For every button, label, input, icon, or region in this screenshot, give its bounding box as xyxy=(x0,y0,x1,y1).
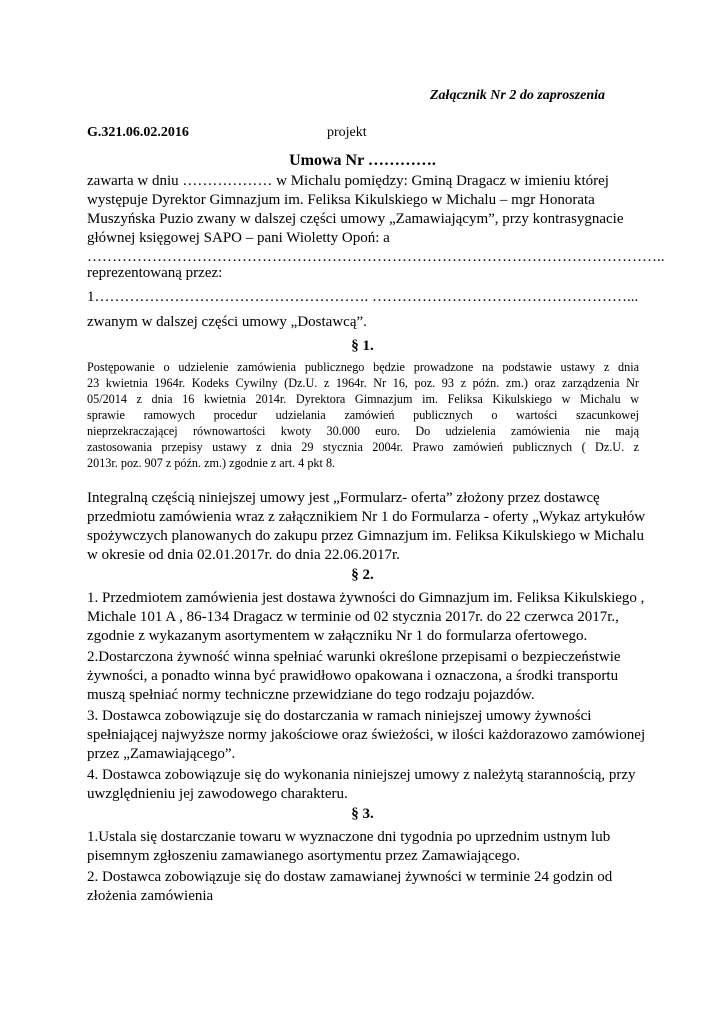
section-3-paragraph-1: 1.Ustala się dostarczanie towaru w wyznaczone dni tygodnia po uprzednim ustnym lub xyxy=(87,829,611,845)
legal-basis-line: 05/2014 z dnia 16 kwietnia 2014r. Dyrektora Gimnazjum im. Feliksa Kikulskiego w Michalu w xyxy=(87,392,639,406)
legal-basis-line: zastosowania przepisy ustawy z dnia 29 stycznia 2004r. Prawo zamówień publicznych ( Dz.U. z xyxy=(87,440,639,454)
section-3-paragraph-1: pisemnym zgłoszeniu zamawianego asortymentu przez Zamawiającego. xyxy=(87,848,521,864)
section-2-paragraph-3: spełniającej najwyższe normy jakościowe oraz świeżości, w ilości każdorazowo zamówionej xyxy=(87,727,646,743)
legal-basis-line: 23 kwietnia 1964r. Kodeks Cywilny (Dz.U. z 1964r. Nr 16, poz. 93 z późn. zm.) oraz zarządzenia Nr xyxy=(87,376,639,390)
representative-line: 1………………………………………………. ……………………………………………... xyxy=(87,289,639,305)
section-3-paragraph-2: złożenia zamówienia xyxy=(87,888,214,904)
draft-label: projekt xyxy=(327,125,367,140)
section-2-paragraph-2: muszą spełniać normy techniczne przewidziane do tego rodzaju pojazdów. xyxy=(87,687,535,703)
section-2-paragraph-4: uwzględnieniu jej zawodowego charakteru. xyxy=(87,786,348,802)
integral-part-line: Integralną częścią niniejszej umowy jest „Formularz- oferta” złożony przez dostawcę xyxy=(87,490,600,506)
attachment-label: Załącznik Nr 2 do zaproszenia xyxy=(430,88,606,103)
section-3-paragraph-2: 2. Dostawca zobowiązuje się do dostaw zamawianej żywności w terminie 24 godzin od xyxy=(87,869,613,885)
contract-title: Umowa Nr …………. xyxy=(289,152,436,169)
intro-line: Muszyńska Puzio zwany w dalszej części umowy „Zamawiającym”, przy kontrasygnacie xyxy=(87,211,624,227)
intro-line: zawarta w dniu ……………… w Michalu pomiędzy: Gminą Dragacz w imieniu której xyxy=(87,173,609,189)
section-2-paragraph-3: 3. Dostawca zobowiązuje się do dostarczania w ramach niniejszej umowy żywności xyxy=(87,708,592,724)
section-3-heading: § 3. xyxy=(351,806,374,822)
reference-number: G.321.06.02.2016 xyxy=(87,125,189,140)
section-2-paragraph-2: 2.Dostarczona żywność winna spełniać warunki określone przepisami o bezpieczeństwie xyxy=(87,649,621,665)
dotted-line: …………………………………………………………………………………………………….. xyxy=(87,249,665,265)
section-2-paragraph-2: żywności, a ponadto winna być prawidłowo opakowana i oznaczona, a środki transportu xyxy=(87,668,619,684)
supplier-definition: zwanym w dalszej części umowy „Dostawcą”. xyxy=(87,314,367,330)
intro-line: występuje Dyrektor Gimnazjum im. Feliksa Kikulskiego w Michalu – mgr Honorata xyxy=(87,192,595,208)
integral-part-line: w okresie od dnia 02.01.2017r. do dnia 22.06.2017r. xyxy=(87,547,400,563)
section-2-paragraph-4: 4. Dostawca zobowiązuje się do wykonania niniejszej umowy z należytą starannością, przy xyxy=(87,767,636,783)
intro-line: głównej księgowej SAPO – pani Wioletty Opoń: a xyxy=(87,230,390,246)
section-2-heading: § 2. xyxy=(351,567,374,583)
integral-part-line: przedmiotu zamówienia wraz z załącznikiem Nr 1 do Formularza - oferty „Wykaz artykułów xyxy=(87,509,646,525)
section-2-paragraph-1: zgodnie z wykazanym asortymentem w załączniku Nr 1 do formularza ofertowego. xyxy=(87,628,588,644)
section-2-paragraph-1: Michale 101 A , 86-134 Dragacz w terminie od 02 stycznia 2017r. do 22 czerwca 2017r., xyxy=(87,609,619,625)
integral-part-line: spożywczych planowanych do zakupu przez Gimnazjum im. Feliksa Kikulskiego w Michalu xyxy=(87,528,644,544)
legal-basis-line: 2013r. poz. 907 z późn. zm.) zgodnie z art. 4 pkt 8. xyxy=(87,456,336,470)
legal-basis-line: Postępowanie o udzielenie zamówienia publicznego będzie prowadzone na podstawie ustawy z dnia xyxy=(87,360,639,374)
section-2-paragraph-1: 1. Przedmiotem zamówienia jest dostawa żywności do Gimnazjum im. Feliksa Kikulskiego , xyxy=(87,590,645,606)
legal-basis-line: nieprzekraczającej równowartości kwoty 30.000 euro. Do udzielenia zamówienia nie mają xyxy=(87,424,639,438)
represented-label: reprezentowaną przez: xyxy=(87,265,223,281)
section-2-paragraph-3: przez „Zamawiającego”. xyxy=(87,746,236,762)
section-1-heading: § 1. xyxy=(351,338,374,354)
legal-basis-line: sprawie ramowych procedur udzielania zamówień publicznych o wartości szacunkowej xyxy=(87,408,639,422)
